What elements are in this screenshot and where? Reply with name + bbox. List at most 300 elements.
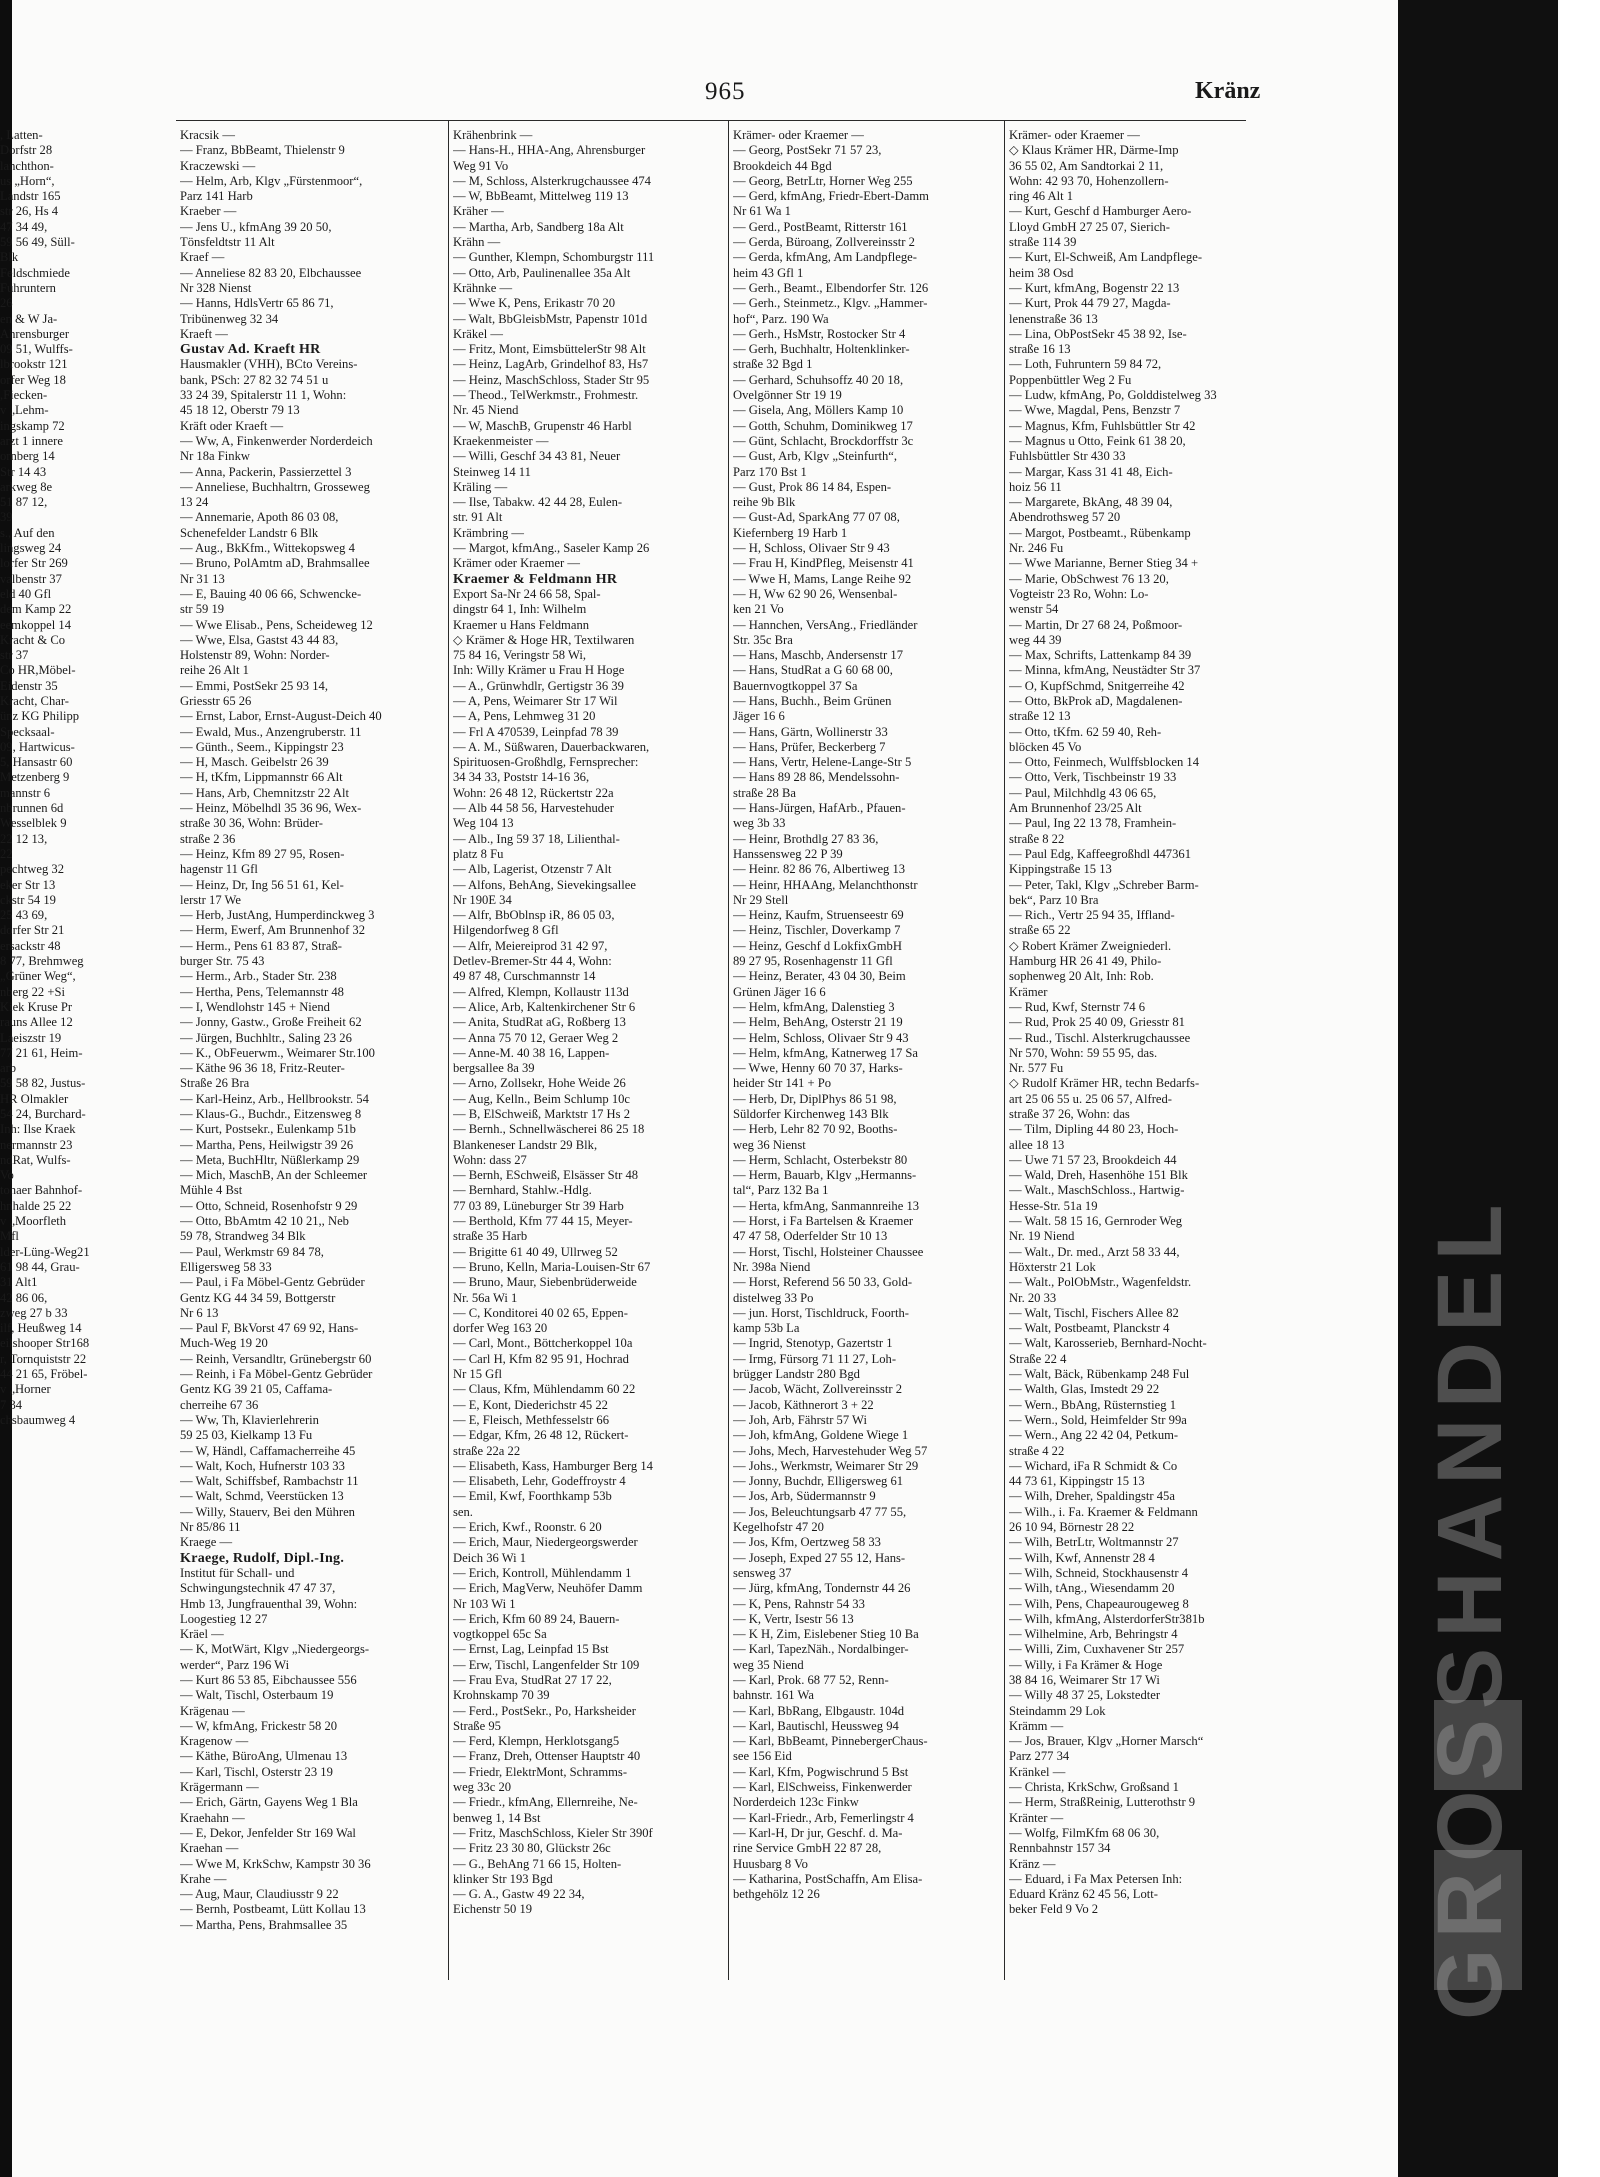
directory-entry-line: Krohnskamp 70 39 — [453, 1688, 550, 1703]
directory-entry-line: — A. M., Süßwaren, Dauerbackwaren, — [453, 739, 650, 754]
directory-entry-line: — Ernst, Lag, Leinpfad 15 Bst — [453, 1642, 609, 1657]
directory-entry-line: — Frl A 470539, Leinpfad 78 39 — [453, 724, 619, 739]
directory-entry-line: — Emmi, PostSekr 25 93 14, — [180, 678, 328, 693]
column-rule — [1004, 120, 1005, 1980]
directory-entry-line: — Gerh., HsMstr, Rostocker Str 4 — [733, 326, 906, 341]
book-edge-strip — [1398, 0, 1558, 2177]
directory-entry-line: pechtweg 32 — [0, 862, 64, 877]
directory-entry-line: 39 — [0, 510, 13, 525]
directory-entry-line: — Elisabeth, Kass, Hamburger Berg 14 — [453, 1458, 653, 1473]
directory-entry-line: — Gerd, kfmAng, Friedr-Ebert-Damm — [733, 189, 929, 204]
directory-entry-line: — Edgar, Kfm, 26 48 12, Rückert- — [453, 1428, 629, 1443]
directory-entry-line: — Alb, Lagerist, Otzenstr 7 Alt — [453, 862, 612, 877]
directory-entry-line: vogtkoppel 65c Sa — [453, 1627, 547, 1642]
directory-entry-line: nermannstr 23 — [0, 1137, 73, 1152]
directory-entry-line: 22 — [0, 846, 13, 861]
directory-entry-line: 09, Hartwicus- — [0, 739, 75, 754]
directory-entry-line: ilf, Heußweg 14 — [0, 1321, 82, 1336]
directory-entry-line: Loogestieg 12 27 — [180, 1611, 268, 1626]
directory-entry-line: str. 91 Alt — [453, 510, 503, 525]
directory-entry-line: Hanssensweg 22 P 39 — [733, 846, 843, 861]
directory-entry-line: ◇ Robert Krämer Zweigniederl. — [1009, 938, 1172, 953]
directory-entry-line: — Hans-Jürgen, HafArb., Pfauen- — [733, 801, 906, 816]
directory-entry-line: dorfer Str 21 — [0, 923, 65, 938]
directory-entry-line: — Erw, Tischl, Langenfelder Str 109 — [453, 1657, 640, 1672]
directory-column-2 — [453, 128, 725, 1918]
directory-entry-line: — Karl-Friedr., Arb, Femerlingstr 4 — [733, 1810, 914, 1825]
directory-entry-line: Nr. 19 Niend — [1009, 1229, 1075, 1244]
directory-entry-line: — Claus, Kfm, Mühlendamm 60 22 — [453, 1382, 636, 1397]
directory-entry-line: — Margar, Kass 31 41 48, Eich- — [1009, 464, 1173, 479]
directory-entry-line: Bauernvogtkoppel 37 Sa — [733, 678, 858, 693]
directory-entry-line: Tribünenweg 32 34 — [180, 311, 279, 326]
directory-entry-line: — Friedr., kfmAng, Ellernreihe, Ne- — [453, 1795, 638, 1810]
directory-entry-line: bahnstr. 161 Wa — [733, 1688, 814, 1703]
directory-entry-line: , Latten- — [0, 128, 43, 142]
directory-entry-line: — G., BehAng 71 66 15, Holten- — [453, 1856, 622, 1871]
directory-entry-line: — Aug., BkKfm., Wittekopsweg 4 — [180, 541, 355, 556]
directory-entry-line: see 156 Eid — [733, 1749, 792, 1764]
directory-entry-line: s., Auf den — [0, 525, 55, 540]
directory-entry-line: Nr 328 Nienst — [180, 280, 252, 295]
directory-entry-line: lbrookstr 121 — [0, 357, 68, 372]
directory-entry-line: — Alb 44 58 56, Harvestehuder — [453, 801, 614, 816]
directory-entry-line: — Uwe 71 57 23, Brookdeich 44 — [1009, 1152, 1177, 1167]
directory-entry-line: — Hans, Vertr, Helene-Lange-Str 5 — [733, 755, 912, 770]
directory-entry-line: — Gerhard, Schuhsoffz 40 20 18, — [733, 372, 904, 387]
directory-entry-line: en & W Ja- — [0, 311, 58, 326]
directory-entry-line: — Jonny, Gastw., Große Freiheit 62 — [180, 1015, 362, 1030]
directory-entry-line: 8 77, Brehmweg — [0, 954, 84, 969]
directory-entry-line: — Walt., MaschSchloss., Hartwig- — [1009, 1183, 1185, 1198]
directory-entry-line: straße 65 22 — [1009, 923, 1071, 938]
directory-entry-line: Kraeber — — [180, 204, 237, 219]
directory-entry-line: Poppenbüttler Weg 2 Fu — [1009, 372, 1132, 387]
directory-entry-line: — K H, Zim, Eislebener Stieg 10 Ba — [733, 1627, 919, 1642]
directory-entry-line: Nr 103 Wi 1 — [453, 1596, 516, 1611]
directory-entry-line: — Walt, Tischl, Osterbaum 19 — [180, 1688, 334, 1703]
directory-entry-line: brügger Landstr 280 Bgd — [733, 1367, 860, 1382]
directory-entry-line: — Anneliese 82 83 20, Elbchaussee — [180, 265, 362, 280]
directory-entry-line: Nr 29 Stell — [733, 892, 789, 907]
directory-entry-line: Abendrothsweg 57 20 — [1009, 510, 1121, 525]
directory-entry-line: — Jacob, Käthnerort 3 + 22 — [733, 1397, 874, 1412]
directory-entry-line: — Willi, Zim, Cuxhavener Str 257 — [1009, 1642, 1185, 1657]
directory-entry-line: benweg 1, 14 Bst — [453, 1810, 541, 1825]
directory-entry-line: — Wwe, Magdal, Pens, Benzstr 7 — [1009, 403, 1181, 418]
directory-entry-line: — A., Grünwhdlr, Gertigstr 36 39 — [453, 678, 624, 693]
directory-entry-line: ünz KG Philipp — [0, 709, 80, 724]
directory-entry-line: — Georg, BetrLtr, Horner Weg 255 — [733, 173, 913, 188]
directory-entry-line: Ovelgönner Str 19 19 — [733, 388, 842, 403]
directory-entry-line: — Wilh, kfmAng, AlsterdorferStr381b — [1009, 1611, 1205, 1626]
running-head: Kränz — [1195, 78, 1261, 104]
directory-entry-line: Hilgendorfweg 8 Gfl — [453, 923, 559, 938]
directory-entry-line: — Hans 89 28 86, Mendelssohn- — [733, 770, 900, 785]
directory-entry-line: — Herb, Dr, DiplPhys 86 51 98, — [733, 1091, 897, 1106]
directory-entry-line: eld 40 Gfl — [0, 586, 52, 601]
directory-entry-line: Steindamm 29 Lok — [1009, 1703, 1106, 1718]
directory-entry-line: 47 47 58, Oderfelder Str 10 13 — [733, 1229, 888, 1244]
directory-column-4 — [1009, 128, 1271, 1918]
directory-entry-line: — Magnus, Kfm, Fuhlsbüttler Str 42 — [1009, 418, 1196, 433]
directory-entry-line: Kraczewski — — [180, 158, 256, 173]
directory-entry-line: 09 51, Wulffs- — [0, 342, 73, 357]
directory-entry-line: — Kurt, Geschf d Hamburger Aero- — [1009, 204, 1192, 219]
directory-entry-line: mannstr 6 — [0, 785, 51, 800]
directory-entry-line: — Otto, Arb, Paulinenallee 35a Alt — [453, 265, 631, 280]
directory-entry-line: Kraeft — — [180, 326, 228, 341]
directory-entry-line: Mfl — [0, 1229, 19, 1244]
directory-entry-line: lerstr 17 We — [180, 892, 242, 907]
directory-entry-line: — Karl, ElSchweiss, Finkenwerder — [733, 1780, 912, 1795]
directory-entry-line: arb — [0, 1061, 17, 1076]
directory-entry-line: rauns Allee 12 — [0, 1015, 73, 1030]
directory-entry-line: Tönsfeldtstr 11 Alt — [180, 235, 275, 250]
directory-entry-line: eker Str 13 — [0, 877, 56, 892]
directory-entry-line: wenstr 54 — [1009, 602, 1059, 617]
directory-entry-line: Hausmakler (VHH), BCto Vereins- — [180, 357, 358, 372]
directory-entry-line: — W, kfmAng, Frickestr 58 20 — [180, 1718, 338, 1733]
directory-entry-line: — Heinr. 82 86 76, Albertiweg 13 — [733, 862, 906, 877]
directory-entry-line: — Johs., Werkmstr, Weimarer Str 29 — [733, 1458, 919, 1473]
directory-entry-line: Dorfstr 28 — [0, 143, 53, 158]
directory-entry-line: — H, Schloss, Olivaer Str 9 43 — [733, 541, 890, 556]
directory-entry-line: straße 28 Ba — [733, 785, 796, 800]
directory-column-3 — [733, 128, 1001, 1902]
directory-entry-line: — Annemarie, Apoth 86 03 08, — [180, 510, 339, 525]
directory-entry-line: — Friedr, ElektrMont, Schramms- — [453, 1764, 628, 1779]
directory-entry-line: — Walt, Postbeamt, Planckstr 4 — [1009, 1321, 1170, 1336]
directory-entry-line: — Fritz, Mont, EimsbüttelerStr 98 Alt — [453, 342, 646, 357]
directory-entry-line: 59 56 49, Süll- — [0, 235, 75, 250]
directory-entry-line: — Alice, Arb, Kaltenkirchener Str 6 — [453, 999, 636, 1014]
directory-entry-line: — Karl, Tischl, Osterstr 23 19 — [180, 1764, 333, 1779]
directory-entry-line: Huusbarg 8 Vo — [733, 1856, 808, 1871]
directory-entry-line: heim 38 Osd — [1009, 265, 1074, 280]
column-rule — [448, 120, 449, 1980]
directory-entry-line: Parz 277 34 — [1009, 1749, 1070, 1764]
directory-entry-line: — Karl, Prok. 68 77 52, Renn- — [733, 1672, 889, 1687]
directory-entry-line: 5, Hansastr 60 — [0, 755, 73, 770]
directory-entry-line: — K, Pens, Rahnstr 54 33 — [733, 1596, 865, 1611]
directory-entry-line: — Martha, Pens, Heilwigstr 39 26 — [180, 1137, 354, 1152]
directory-entry-line: — C, Konditorei 40 02 65, Eppen- — [453, 1305, 628, 1320]
directory-entry-line: — Günt, Schlacht, Brockdorffstr 3c — [733, 433, 914, 448]
directory-entry-line: — Carl, Mont., Böttcherkoppel 10a — [453, 1336, 633, 1351]
directory-entry-line: — A, Pens, Weimarer Str 17 Wil — [453, 693, 618, 708]
directory-entry-line: Hmb 13, Jungfrauenthal 39, Wohn: — [180, 1596, 358, 1611]
directory-entry-line: 22 12 13, — [0, 831, 48, 846]
directory-entry-line: Export Sa-Nr 24 66 58, Spal- — [453, 586, 601, 601]
directory-entry-line: — Paul, Milchhdlg 43 06 65, — [1009, 785, 1157, 800]
directory-entry-line: — M, Schloss, Alsterkrugchaussee 474 — [453, 173, 651, 188]
directory-entry-line: — Kurt 86 53 85, Eibchaussee 556 — [180, 1672, 357, 1687]
directory-entry-line: Kracsik — — [180, 128, 235, 142]
directory-entry-line: — Alfred, Klempn, Kollaustr 113d — [453, 984, 629, 999]
directory-entry-line: 61 98 44, Grau- — [0, 1259, 80, 1274]
directory-entry-line: — Helm, Schloss, Olivaer Str 9 43 — [733, 1030, 909, 1045]
directory-entry-line: — Lina, ObPostSekr 45 38 92, Ise- — [1009, 326, 1187, 341]
directory-entry-line: — Erich, Maur, Niedergeorgswerder — [453, 1535, 638, 1550]
directory-entry-line: Ahrensburger — [0, 326, 70, 341]
directory-entry-line: — Emil, Kwf, Foorthkamp 53b — [453, 1489, 612, 1504]
directory-entry-line: 36 55 02, Am Sandtorkai 2 11, — [1009, 158, 1164, 173]
directory-entry-line: — I, Wendlohstr 145 + Niend — [180, 999, 330, 1014]
directory-entry-line: — Wern., Sold, Heimfelder Str 99a — [1009, 1412, 1187, 1427]
directory-entry-line: — Gerh., Steinmetz., Klgv. „Hammer- — [733, 296, 928, 311]
directory-entry-line: Kracht & Co — [0, 632, 66, 647]
directory-entry-line: lenenstraße 36 13 — [1009, 311, 1098, 326]
directory-entry-line: heider Str 141 + Po — [733, 1076, 832, 1091]
directory-entry-line: str 26, Hs 4 — [0, 204, 59, 219]
directory-entry-line: — Kurt, El-Schweiß, Am Landpflege- — [1009, 250, 1203, 265]
directory-entry-line: straße 2 36 — [180, 831, 236, 846]
directory-entry-line: Kragenow — — [180, 1734, 249, 1749]
directory-entry-line: Blk — [0, 250, 19, 265]
directory-entry-line: — Arno, Zollsekr, Hohe Weide 26 — [453, 1076, 626, 1091]
directory-entry-line: — Wwe M, KrkSchw, Kampstr 30 36 — [180, 1856, 371, 1871]
directory-entry-line: — Heinz, LagArb, Grindelhof 83, Hs7 — [453, 357, 649, 372]
directory-entry-line: straße 32 Bgd 1 — [733, 357, 813, 372]
directory-entry-line: Krämer oder Kraemer — — [453, 556, 580, 571]
edge-block — [1434, 1850, 1522, 1990]
directory-entry-line: — Wilh, Dreher, Spaldingstr 45a — [1009, 1489, 1175, 1504]
directory-entry-line: — Herm, Bauarb, Klgv „Hermanns- — [733, 1168, 917, 1183]
directory-entry-line: — Alfr, BbOblnsp iR, 86 05 03, — [453, 908, 615, 923]
directory-entry-line: — Ewald, Mus., Anzengruberstr. 11 — [180, 724, 362, 739]
directory-entry-line: — Fritz 23 30 80, Glückstr 26c — [453, 1841, 611, 1856]
directory-entry-line: — Ferd, Klempn, Herklotsgang5 — [453, 1734, 620, 1749]
directory-entry-line: Parz 141 Harb — [180, 189, 253, 204]
directory-entry-line: str 37 — [0, 648, 29, 663]
directory-entry-line: — Rud., Tischl. Alsterkrugchaussee — [1009, 1030, 1191, 1045]
directory-entry-line: — B, ElSchweiß, Marktstr 17 Hs 2 — [453, 1107, 631, 1121]
directory-entry-line: — H, Masch. Geibelstr 26 39 — [180, 755, 329, 770]
directory-entry-line: — Otto, Schneid, Rosenhofstr 9 29 — [180, 1198, 358, 1213]
directory-entry-line: Fuhruntern — [0, 280, 56, 295]
directory-entry-line: weg 33c 20 — [453, 1780, 512, 1795]
directory-entry-line: — Hans, Maschb, Andersenstr 17 — [733, 648, 903, 663]
directory-entry-line: — Günth., Seem., Kippingstr 23 — [180, 739, 344, 754]
directory-entry-line: — Walth, Glas, Imstedt 29 22 — [1009, 1382, 1160, 1397]
directory-entry-line: — Heinz, Geschf d LokfixGmbH — [733, 938, 902, 953]
directory-entry-line: — Bernh, ESchweiß, Elsässer Str 48 — [453, 1168, 639, 1183]
directory-entry-line: Kränz — — [1009, 1856, 1056, 1871]
directory-entry-line: — Gotth, Schuhm, Dominikweg 17 — [733, 418, 913, 433]
directory-entry-line: — Karl, BbRang, Elbgaustr. 104d — [733, 1703, 905, 1718]
directory-entry-line: Kraege, Rudolf, Dipl.-Ing. — [180, 1550, 345, 1566]
directory-entry-line: hnhalde 25 22 — [0, 1198, 72, 1213]
directory-entry-line: Deich 36 Wi 1 — [453, 1550, 527, 1565]
directory-entry-line: Brookdeich 44 Bgd — [733, 158, 832, 173]
directory-entry-line: Kraekenmeister — — [453, 433, 549, 448]
directory-entry-line: ◇ Klaus Krämer HR, Därme-Imp — [1009, 143, 1179, 158]
directory-entry-line: distelweg 33 Po — [733, 1290, 814, 1305]
directory-entry-line: — K., ObFeuerwm., Weimarer Str.100 — [180, 1045, 375, 1060]
directory-entry-line: — Otto, Verk, Tischbeinstr 19 33 — [1009, 770, 1177, 785]
directory-entry-line: Specksaal- — [0, 724, 55, 739]
directory-entry-line: Kippingstraße 15 13 — [1009, 862, 1112, 877]
directory-entry-line: — Frau H, KindPfleg, Meisenstr 41 — [733, 556, 914, 571]
directory-entry-line: Laeiszstr 19 — [0, 1030, 62, 1045]
directory-entry-line: — Gisela, Ang, Möllers Kamp 10 — [733, 403, 904, 418]
directory-entry-line: — Wilhelmine, Arb, Behringstr 4 — [1009, 1627, 1178, 1642]
directory-entry-line: — Hans-H., HHA-Ang, Ahrensburger — [453, 143, 646, 158]
directory-entry-line: str 59 19 — [180, 602, 225, 617]
directory-entry-line: — Käthe 96 36 18, Fritz-Reuter- — [180, 1061, 345, 1076]
directory-entry-line: Nr 570, Wohn: 59 55 95, das. — [1009, 1045, 1158, 1060]
directory-entry-line: Nr. 45 Niend — [453, 403, 519, 418]
directory-entry-line: — Karl, BbBeamt, PinnebergerChaus- — [733, 1734, 928, 1749]
directory-entry-line: Gustav Ad. Kraeft HR — [180, 342, 321, 358]
directory-entry-line: — E, Bauing 40 06 66, Schwencke- — [180, 586, 362, 601]
directory-entry-line: dorfer Weg 163 20 — [453, 1321, 548, 1336]
directory-entry-line: Kraege — — [180, 1535, 233, 1550]
directory-entry-line: orfer Weg 18 — [0, 372, 66, 387]
directory-entry-line: — Ernst, Labor, Ernst-August-Deich 40 — [180, 709, 382, 724]
directory-entry-line: — O, KupfSchmd, Snitgerreihe 42 — [1009, 678, 1185, 693]
directory-entry-line: — Otto, BbAmtm 42 10 21,, Neb — [180, 1214, 349, 1229]
directory-entry-line: — Anne-M. 40 38 16, Lappen- — [453, 1045, 610, 1060]
directory-entry-line: — E, Fleisch, Methfesselstr 66 — [453, 1412, 610, 1427]
directory-entry-line: — Gust, Arb, Klgv „Steinfurth“, — [733, 449, 898, 464]
directory-entry-line: — Loth, Fuhruntern 59 84 72, — [1009, 357, 1162, 372]
left-page-fragment — [0, 128, 140, 1428]
directory-entry-line: — Ludw, kfmAng, Po, Golddistelweg 33 — [1009, 388, 1217, 403]
directory-entry-line: — Bernh., Schnellwäscherei 86 25 18 — [453, 1122, 645, 1137]
directory-entry-line: — Hans, Arb, Chemnitzstr 22 Alt — [180, 785, 349, 800]
directory-entry-line: weg 35 Niend — [733, 1657, 804, 1672]
directory-entry-line: — Joh, kfmAng, Goldene Wiege 1 — [733, 1428, 909, 1443]
directory-entry-line: — E, Kont, Diederichstr 45 22 — [453, 1397, 608, 1412]
directory-entry-line: arzt 1 innere — [0, 433, 63, 448]
directory-entry-line: — Wichard, iFa R Schmidt & Co — [1009, 1458, 1178, 1473]
directory-entry-line: cherreihe 67 36 — [180, 1397, 259, 1412]
directory-entry-line: — Heinz, MaschSchloss, Stader Str 95 — [453, 372, 650, 387]
directory-entry-line: — Jos, Arb, Südermannstr 9 — [733, 1489, 876, 1504]
directory-entry-line: — Reinh, i Fa Möbel-Gentz Gebrüder — [180, 1367, 373, 1382]
directory-entry-line: — Bruno, PolAmtm aD, Brahmsallee — [180, 556, 370, 571]
directory-entry-line: — Alfr, Meiereiprod 31 42 97, — [453, 938, 608, 953]
directory-entry-line: Parz 170 Bst 1 — [733, 464, 807, 479]
directory-entry-line: — Horst, Tischl, Holsteiner Chaussee — [733, 1244, 924, 1259]
directory-entry-line: Nr. 56a Wi 1 — [453, 1290, 518, 1305]
directory-entry-line: straße 22a 22 — [453, 1443, 521, 1458]
directory-entry-line: — Walt., Dr. med., Arzt 58 33 44, — [1009, 1244, 1180, 1259]
directory-entry-line: — Jonny, Buchdr, Elligersweg 61 — [733, 1474, 904, 1489]
directory-entry-line: Nr 18a Finkw — [180, 449, 250, 464]
directory-entry-line: — Bernh, Postbeamt, Lütt Kollau 13 — [180, 1902, 366, 1917]
directory-entry-line: — Jens U., kfmAng 39 20 50, — [180, 219, 332, 234]
directory-entry-line: — jun. Horst, Tischldruck, Foorth- — [733, 1305, 909, 1320]
directory-entry-line: 38 84 16, Weimarer Str 17 Wi — [1009, 1672, 1160, 1687]
directory-entry-line: Institut für Schall- und — [180, 1565, 295, 1580]
directory-column-1 — [180, 128, 445, 1933]
directory-entry-line: — Hannchen, VersAng., Friedländer — [733, 617, 918, 632]
directory-entry-line: burger Str. 75 43 — [180, 954, 265, 969]
directory-entry-line: Kracht, Char- — [0, 693, 69, 708]
directory-entry-line: Spirituosen-Großhdlg, Fernsprecher: — [453, 755, 639, 770]
directory-entry-line: — Herm, Ewerf, Am Brunnenhof 32 — [180, 923, 366, 938]
directory-entry-line: — Franz, Dreh, Ottenser Hauptstr 40 — [453, 1749, 641, 1764]
directory-entry-line: — Wilh., i. Fa. Kraemer & Feldmann — [1009, 1504, 1198, 1519]
directory-entry-line: — Wwe Marianne, Berner Stieg 34 + — [1009, 556, 1199, 571]
directory-entry-line: Kränkel — — [1009, 1764, 1066, 1779]
directory-entry-line: Straße 26 Bra — [180, 1076, 250, 1091]
directory-entry-line: Gentz KG 44 34 59, Bottgerstr — [180, 1290, 336, 1305]
directory-entry-line: Inh: Willy Krämer u Frau H Hoge — [453, 663, 625, 678]
directory-entry-line: — Paul F, BkVorst 47 69 92, Hans- — [180, 1321, 359, 1336]
directory-entry-line: Am Brunnenhof 23/25 Alt — [1009, 801, 1142, 816]
directory-entry-line: Kiefernberg 19 Harb 1 — [733, 525, 848, 540]
directory-entry-line: — Ww, A, Finkenwerder Norderdeich — [180, 433, 373, 448]
directory-entry-line: — Meta, BuchHltr, Nüßlerkamp 29 — [180, 1152, 360, 1167]
directory-entry-line: Vogteistr 23 Ro, Wohn: Lo- — [1009, 586, 1149, 601]
directory-entry-line: kamp 53b La — [733, 1321, 800, 1336]
directory-entry-line: 75 84 16, Veringstr 58 Wi, — [453, 648, 587, 663]
directory-entry-line: — W, Händl, Caffamacherreihe 45 — [180, 1443, 356, 1458]
directory-entry-line: Nr. 20 33 — [1009, 1290, 1057, 1305]
directory-entry-line: ndRat, Wulfs- — [0, 1152, 71, 1167]
directory-entry-line: „Grüner Weg“, — [0, 969, 76, 984]
directory-entry-line: — Erich, Gärtn, Gayens Weg 1 Bla — [180, 1795, 358, 1810]
directory-entry-line: Grünen Jäger 16 6 — [733, 984, 826, 999]
directory-entry-line: Gentz KG 39 21 05, Caffama- — [180, 1382, 333, 1397]
directory-entry-line: r, Tornquiststr 22 — [0, 1351, 87, 1366]
directory-entry-line: — Joseph, Exped 27 55 12, Hans- — [733, 1550, 906, 1565]
directory-entry-line: Straße 95 — [453, 1718, 501, 1733]
directory-entry-line: allee 18 13 — [1009, 1137, 1065, 1152]
directory-entry-line: v „Lehm- — [0, 403, 49, 418]
directory-entry-line: — Herta, kfmAng, Sanmannreihe 13 — [733, 1198, 920, 1213]
directory-entry-line: Kiek Kruse Pr — [0, 999, 73, 1014]
directory-entry-line: Norderdeich 123c Finkw — [733, 1795, 859, 1810]
directory-entry-line: — Mich, MaschB, An der Schleemer — [180, 1168, 368, 1183]
directory-entry-line: Jäger 16 6 — [733, 709, 785, 724]
directory-entry-line: Krämm — — [1009, 1718, 1064, 1733]
directory-entry-line: — H, tKfm, Lippmannstr 66 Alt — [180, 770, 343, 785]
directory-entry-line: — Hans, Gärtn, Wollinerstr 33 — [733, 724, 888, 739]
directory-entry-line: — Walt., PolObMstr., Wagenfeldstr. — [1009, 1275, 1192, 1290]
directory-entry-line: Krägermann — — [180, 1780, 259, 1795]
directory-entry-line: — Hanns, HdlsVertr 65 86 71, — [180, 296, 334, 311]
directory-entry-line: Inh: Ilse Kraek — [0, 1122, 76, 1137]
directory-entry-line: beker Feld 9 Vo 2 — [1009, 1902, 1099, 1917]
directory-entry-line: — Walt, BbGleisbMstr, Papenstr 101d — [453, 311, 648, 326]
directory-entry-line: — Jacob, Wächt, Zollvereinsstr 2 — [733, 1382, 903, 1397]
directory-entry-line: 59 25 03, Kielkamp 13 Fu — [180, 1428, 313, 1443]
directory-entry-line: — Paul, Ing 22 13 78, Framhein- — [1009, 816, 1177, 831]
directory-entry-line: ersackstr 48 — [0, 938, 61, 953]
directory-entry-line: — Gerd., PostBeamt, Ritterstr 161 — [733, 219, 908, 234]
directory-entry-line: — Gust, Prok 86 14 84, Espen- — [733, 479, 892, 494]
directory-entry-line: Nr. 398a Niend — [733, 1259, 811, 1274]
directory-entry-line: Fuhlsbüttler Str 430 33 — [1009, 449, 1126, 464]
directory-entry-line: — Jürg, kfmAng, Tondernstr 44 26 — [733, 1581, 911, 1596]
directory-entry-line: 47 34 49, — [0, 219, 48, 234]
directory-entry-line: 51 87 12, — [0, 495, 48, 510]
directory-entry-line: — Heinz, Berater, 43 04 30, Beim — [733, 969, 906, 984]
directory-entry-line: — Walt, Tischl, Fischers Allee 82 — [1009, 1305, 1179, 1320]
directory-entry-line: — Hans, StudRat a G 60 68 00, — [733, 663, 893, 678]
directory-entry-line: Steinweg 14 11 — [453, 464, 531, 479]
directory-entry-line: — Bernhard, Stahlw.-Hdlg. — [453, 1183, 592, 1198]
directory-entry-line: Krämer — [1009, 984, 1048, 999]
directory-entry-line: — Wwe, Henny 60 70 37, Harks- — [733, 1061, 903, 1076]
directory-entry-line: — K, MotWärt, Klgv „Niedergeorgs- — [180, 1642, 370, 1657]
directory-entry-line: — Otto, tKfm. 62 59 40, Reh- — [1009, 724, 1162, 739]
